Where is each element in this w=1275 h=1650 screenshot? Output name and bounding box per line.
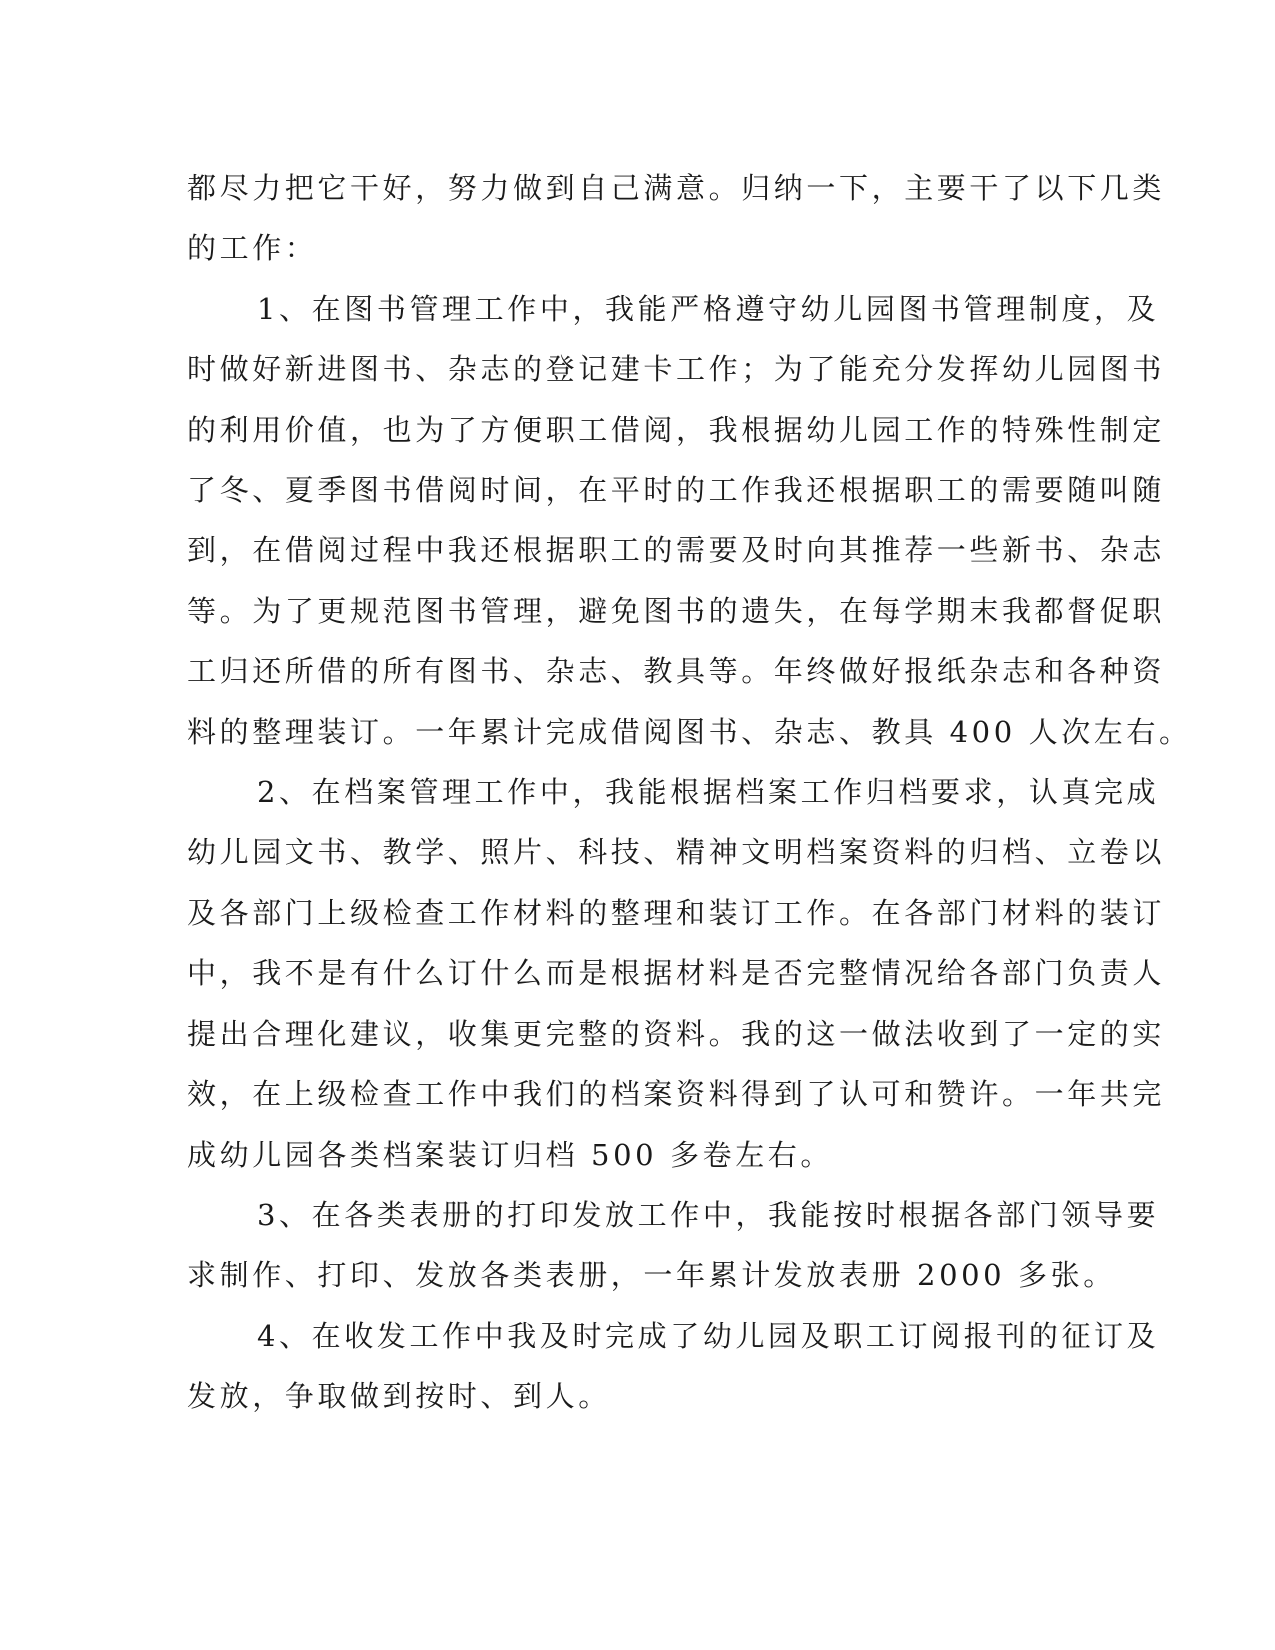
text-line: 时做好新进图书、杂志的登记建卡工作；为了能充分发挥幼儿园图书 xyxy=(187,352,1166,387)
text-line: 的利用价值，也为了方便职工借阅，我根据幼儿园工作的特殊性制定 xyxy=(187,412,1166,447)
paragraph-form-printing xyxy=(187,1185,1160,1306)
text-line: 求制作、打印、发放各类表册，一年累计发放表册 2000 多张。 xyxy=(187,1258,1116,1293)
paragraph-archive-management xyxy=(187,762,1166,1185)
text-line: 3、在各类表册的打印发放工作中，我能按时根据各部门领导要 xyxy=(257,1197,1160,1232)
text-line: 等。为了更规范图书管理，避免图书的遗失，在每学期末我都督促职 xyxy=(187,593,1166,628)
text-line: 成幼儿园各类档案装订归档 500 多卷左右。 xyxy=(187,1137,833,1172)
paragraph-intro xyxy=(187,158,1166,279)
text-line: 1、在图书管理工作中，我能严格遵守幼儿园图书管理制度，及 xyxy=(257,291,1160,326)
paragraph-mail-distribution xyxy=(187,1306,1160,1427)
text-line: 的工作： xyxy=(187,231,318,266)
text-line: 幼儿园文书、教学、照片、科技、精神文明档案资料的归档、立卷以 xyxy=(187,835,1166,870)
text-line: 到，在借阅过程中我还根据职工的需要及时向其推荐一些新书、杂志 xyxy=(187,533,1166,568)
text-line: 了冬、夏季图书借阅时间，在平时的工作我还根据职工的需要随叫随 xyxy=(187,473,1166,508)
paragraph-library-management xyxy=(187,279,1192,762)
text-line: 4、在收发工作中我及时完成了幼儿园及职工订阅报刊的征订及 xyxy=(257,1318,1160,1353)
text-line: 效，在上级检查工作中我们的档案资料得到了认可和赞许。一年共完 xyxy=(187,1077,1166,1112)
text-line: 都尽力把它干好，努力做到自己满意。归纳一下，主要干了以下几类 xyxy=(187,171,1166,205)
text-line: 发放，争取做到按时、到人。 xyxy=(187,1379,611,1414)
body-text xyxy=(187,158,1192,1427)
text-line: 料的整理装订。一年累计完成借阅图书、杂志、教具 400 人次左右。 xyxy=(187,714,1192,749)
text-line: 及各部门上级检查工作材料的整理和装订工作。在各部门材料的装订 xyxy=(187,895,1166,930)
text-line: 2、在档案管理工作中，我能根据档案工作归档要求，认真完成 xyxy=(257,775,1160,810)
text-line: 工归还所借的所有图书、杂志、教具等。年终做好报纸杂志和各种资 xyxy=(187,654,1166,689)
text-line: 提出合理化建议，收集更完整的资料。我的这一做法收到了一定的实 xyxy=(187,1016,1166,1051)
text-line: 中，我不是有什么订什么而是根据材料是否完整情况给各部门负责人 xyxy=(187,956,1166,991)
